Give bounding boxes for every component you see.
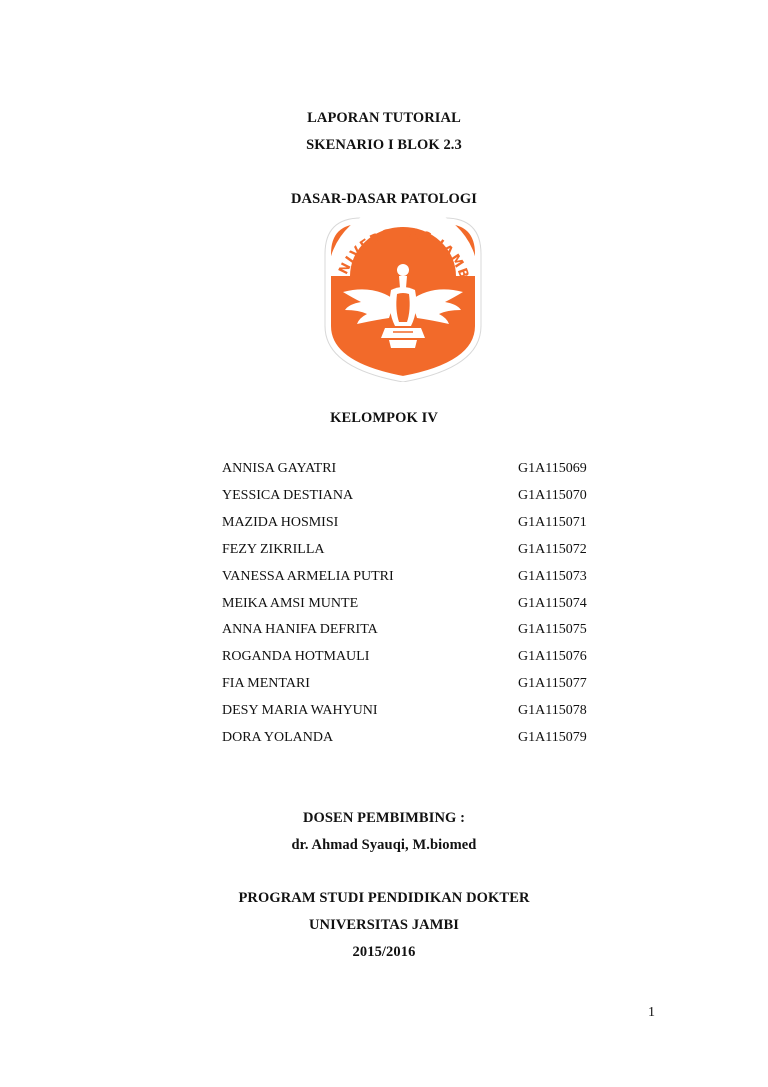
- university-title: UNIVERSITAS JAMBI: [308, 917, 460, 933]
- member-name: FEZY ZIKRILLA: [222, 542, 325, 557]
- member-id: G1A115074: [518, 596, 587, 611]
- member-id: G1A115077: [518, 676, 587, 691]
- member-row: [222, 596, 622, 614]
- member-id: G1A115075: [518, 622, 587, 637]
- program-title: PROGRAM STUDI PENDIDIKAN DOKTER: [238, 890, 530, 906]
- member-name: ANNISA GAYATRI: [222, 461, 337, 476]
- supervisor-name: dr. Ahmad Syauqi, M.biomed: [291, 837, 477, 853]
- supervisor-label: DOSEN PEMBIMBING :: [302, 810, 466, 826]
- member-row: [222, 515, 622, 533]
- member-id: G1A115078: [518, 703, 587, 718]
- member-id: G1A115079: [518, 730, 587, 745]
- academic-year: 2015/2016: [352, 944, 416, 960]
- member-id: G1A115073: [518, 569, 587, 584]
- member-row: [222, 542, 622, 560]
- member-name: VANESSA ARMELIA PUTRI: [222, 569, 394, 584]
- member-name: DESY MARIA WAHYUNI: [222, 703, 378, 718]
- group-title: KELOMPOK IV: [330, 410, 438, 426]
- topic-title: DASAR-DASAR PATOLOGI: [290, 191, 478, 207]
- member-row: [222, 622, 622, 640]
- report-title: LAPORAN TUTORIAL: [307, 110, 461, 126]
- scenario-title: SKENARIO I BLOK 2.3: [306, 137, 462, 153]
- member-id: G1A115071: [518, 515, 587, 530]
- member-name: YESSICA DESTIANA: [222, 488, 354, 503]
- seal-text: NIVERSITAS JAMB: [336, 225, 472, 283]
- member-row: [222, 488, 622, 506]
- member-name: MAZIDA HOSMISI: [222, 515, 339, 530]
- member-row: [222, 649, 622, 667]
- member-id: G1A115076: [518, 649, 587, 664]
- member-id: G1A115069: [518, 461, 587, 476]
- member-row: [222, 730, 622, 748]
- page-number: 1: [648, 1005, 655, 1020]
- member-name: ANNA HANIFA DEFRITA: [222, 622, 378, 637]
- member-row: [222, 569, 622, 587]
- member-name: ROGANDA HOTMAULI: [222, 649, 370, 664]
- member-id: G1A115072: [518, 542, 587, 557]
- member-row: [222, 703, 622, 721]
- member-name: MEIKA AMSI MUNTE: [222, 596, 359, 611]
- member-row: [222, 676, 622, 694]
- university-seal-icon: [323, 214, 483, 382]
- member-name: DORA YOLANDA: [222, 730, 334, 745]
- member-id: G1A115070: [518, 488, 587, 503]
- member-name: FIA MENTARI: [222, 676, 310, 691]
- member-row: [222, 461, 622, 479]
